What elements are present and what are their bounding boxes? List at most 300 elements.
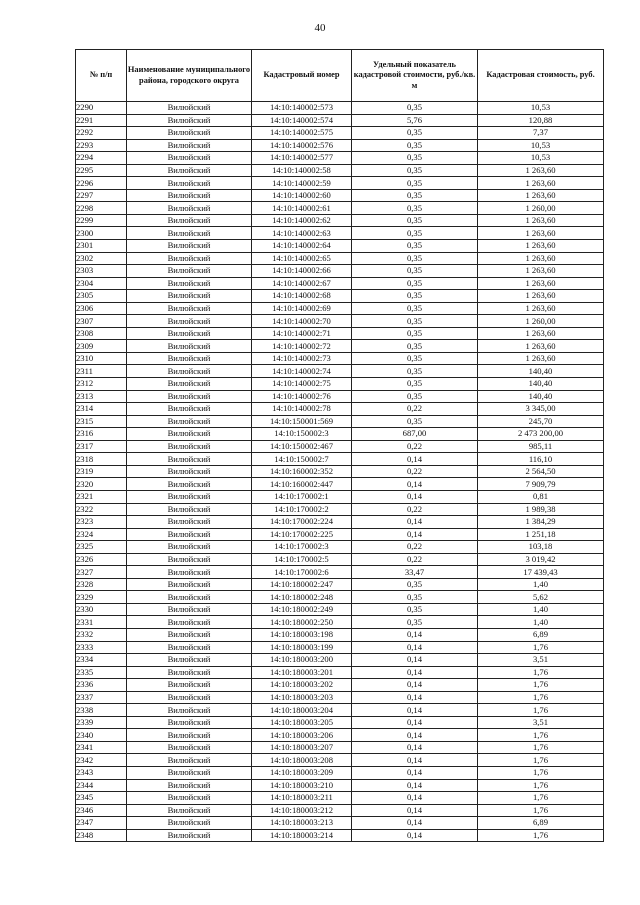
table-row — [76, 628, 604, 641]
cadastral-number: 14:10:180003:208 — [252, 754, 352, 767]
table-row — [76, 202, 604, 215]
cadastral-number: 14:10:140002:68 — [252, 290, 352, 303]
specific-indicator: 0,35 — [352, 340, 478, 353]
cadastral-number: 14:10:140002:78 — [252, 403, 352, 416]
cadastral-number: 14:10:180003:202 — [252, 679, 352, 692]
cadastral-value: 1,76 — [478, 804, 604, 817]
header-row — [76, 50, 604, 102]
specific-indicator: 0,14 — [352, 490, 478, 503]
specific-indicator: 0,14 — [352, 704, 478, 717]
specific-indicator: 0,14 — [352, 691, 478, 704]
table-row — [76, 766, 604, 779]
district-name: Вилюйский — [127, 252, 252, 265]
table-row — [76, 127, 604, 140]
district-name: Вилюйский — [127, 102, 252, 115]
district-name: Вилюйский — [127, 641, 252, 654]
row-number: 2342 — [76, 754, 127, 767]
cadastral-value: 140,40 — [478, 378, 604, 391]
cadastral-value: 245,70 — [478, 415, 604, 428]
cadastral-number: 14:10:180003:211 — [252, 792, 352, 805]
row-number: 2317 — [76, 440, 127, 453]
row-number: 2329 — [76, 591, 127, 604]
cadastral-value: 10,53 — [478, 152, 604, 165]
table-row — [76, 817, 604, 830]
cadastral-number: 14:10:170002:2 — [252, 503, 352, 516]
table-row — [76, 616, 604, 629]
row-number: 2296 — [76, 177, 127, 190]
cadastral-value: 1 251,18 — [478, 528, 604, 541]
specific-indicator: 0,35 — [352, 252, 478, 265]
cadastral-value: 1 263,60 — [478, 177, 604, 190]
table-row — [76, 340, 604, 353]
district-name: Вилюйский — [127, 654, 252, 667]
cadastral-value: 1 263,60 — [478, 265, 604, 278]
row-number: 2301 — [76, 240, 127, 253]
row-number: 2348 — [76, 829, 127, 842]
cadastral-value: 7 909,79 — [478, 478, 604, 491]
table-row — [76, 290, 604, 303]
cadastral-number: 14:10:140002:66 — [252, 265, 352, 278]
cadastral-value: 1 263,60 — [478, 352, 604, 365]
header-cadastral-number: Кадастровый номер — [252, 50, 352, 102]
district-name: Вилюйский — [127, 202, 252, 215]
cadastral-value: 1 263,60 — [478, 214, 604, 227]
cadastral-number: 14:10:140002:75 — [252, 378, 352, 391]
specific-indicator: 0,35 — [352, 290, 478, 303]
district-name: Вилюйский — [127, 378, 252, 391]
district-name: Вилюйский — [127, 804, 252, 817]
row-number: 2307 — [76, 315, 127, 328]
district-name: Вилюйский — [127, 227, 252, 240]
district-name: Вилюйский — [127, 327, 252, 340]
table-header — [76, 50, 604, 102]
row-number: 2335 — [76, 666, 127, 679]
table-row — [76, 792, 604, 805]
district-name: Вилюйский — [127, 766, 252, 779]
cadastral-number: 14:10:140002:71 — [252, 327, 352, 340]
cadastral-value-table — [75, 49, 604, 842]
table-row — [76, 553, 604, 566]
cadastral-value: 7,37 — [478, 127, 604, 140]
cadastral-number: 14:10:180003:198 — [252, 628, 352, 641]
cadastral-value: 1 260,00 — [478, 315, 604, 328]
row-number: 2337 — [76, 691, 127, 704]
district-name: Вилюйский — [127, 240, 252, 253]
district-name: Вилюйский — [127, 516, 252, 529]
cadastral-number: 14:10:170002:225 — [252, 528, 352, 541]
district-name: Вилюйский — [127, 177, 252, 190]
row-number: 2326 — [76, 553, 127, 566]
row-number: 2308 — [76, 327, 127, 340]
cadastral-number: 14:10:140002:72 — [252, 340, 352, 353]
specific-indicator: 0,22 — [352, 403, 478, 416]
cadastral-number: 14:10:180003:207 — [252, 741, 352, 754]
specific-indicator: 0,35 — [352, 202, 478, 215]
cadastral-value: 0,81 — [478, 490, 604, 503]
cadastral-number: 14:10:160002:352 — [252, 465, 352, 478]
row-number: 2315 — [76, 415, 127, 428]
specific-indicator: 0,35 — [352, 164, 478, 177]
row-number: 2303 — [76, 265, 127, 278]
district-name: Вилюйский — [127, 189, 252, 202]
row-number: 2319 — [76, 465, 127, 478]
cadastral-value: 1 263,60 — [478, 340, 604, 353]
specific-indicator: 0,14 — [352, 478, 478, 491]
cadastral-number: 14:10:180002:248 — [252, 591, 352, 604]
district-name: Вилюйский — [127, 214, 252, 227]
specific-indicator: 0,35 — [352, 177, 478, 190]
specific-indicator: 0,35 — [352, 352, 478, 365]
cadastral-number: 14:10:180003:214 — [252, 829, 352, 842]
cadastral-number: 14:10:180002:250 — [252, 616, 352, 629]
cadastral-value: 1,40 — [478, 616, 604, 629]
table-row — [76, 440, 604, 453]
row-number: 2304 — [76, 277, 127, 290]
cadastral-value: 3,51 — [478, 716, 604, 729]
row-number: 2318 — [76, 453, 127, 466]
district-name: Вилюйский — [127, 691, 252, 704]
cadastral-value: 1 263,60 — [478, 327, 604, 340]
cadastral-value: 2 564,50 — [478, 465, 604, 478]
cadastral-value: 3,51 — [478, 654, 604, 667]
table-row — [76, 164, 604, 177]
row-number: 2340 — [76, 729, 127, 742]
table-row — [76, 252, 604, 265]
table-row — [76, 139, 604, 152]
cadastral-number: 14:10:180003:200 — [252, 654, 352, 667]
cadastral-number: 14:10:160002:447 — [252, 478, 352, 491]
row-number: 2346 — [76, 804, 127, 817]
specific-indicator: 0,35 — [352, 327, 478, 340]
specific-indicator: 0,14 — [352, 654, 478, 667]
district-name: Вилюйский — [127, 666, 252, 679]
cadastral-value: 2 473 200,00 — [478, 428, 604, 441]
page-number: 40 — [314, 22, 326, 34]
cadastral-value: 1,76 — [478, 829, 604, 842]
district-name: Вилюйский — [127, 779, 252, 792]
table-row — [76, 603, 604, 616]
cadastral-number: 14:10:140002:59 — [252, 177, 352, 190]
district-name: Вилюйский — [127, 628, 252, 641]
table-row — [76, 277, 604, 290]
row-number: 2328 — [76, 578, 127, 591]
header-num: № п/п — [76, 50, 127, 102]
specific-indicator: 0,14 — [352, 804, 478, 817]
cadastral-number: 14:10:140002:575 — [252, 127, 352, 140]
cadastral-number: 14:10:140002:62 — [252, 214, 352, 227]
cadastral-number: 14:10:140002:69 — [252, 302, 352, 315]
row-number: 2316 — [76, 428, 127, 441]
cadastral-value: 1 263,60 — [478, 252, 604, 265]
district-name: Вилюйский — [127, 478, 252, 491]
cadastral-number: 14:10:140002:573 — [252, 102, 352, 115]
cadastral-value: 1,76 — [478, 729, 604, 742]
cadastral-value: 1,76 — [478, 754, 604, 767]
cadastral-number: 14:10:140002:61 — [252, 202, 352, 215]
table-row — [76, 428, 604, 441]
row-number: 2309 — [76, 340, 127, 353]
district-name: Вилюйский — [127, 741, 252, 754]
table-row — [76, 378, 604, 391]
cadastral-value: 3 019,42 — [478, 553, 604, 566]
cadastral-value: 6,89 — [478, 628, 604, 641]
table-row — [76, 240, 604, 253]
cadastral-number: 14:10:180003:205 — [252, 716, 352, 729]
cadastral-number: 14:10:180003:209 — [252, 766, 352, 779]
specific-indicator: 0,14 — [352, 528, 478, 541]
cadastral-number: 14:10:170002:1 — [252, 490, 352, 503]
table-row — [76, 465, 604, 478]
table-body — [76, 102, 604, 842]
district-name: Вилюйский — [127, 302, 252, 315]
district-name: Вилюйский — [127, 390, 252, 403]
cadastral-number: 14:10:140002:60 — [252, 189, 352, 202]
specific-indicator: 687,00 — [352, 428, 478, 441]
row-number: 2331 — [76, 616, 127, 629]
cadastral-number: 14:10:140002:576 — [252, 139, 352, 152]
specific-indicator: 0,14 — [352, 729, 478, 742]
cadastral-value: 1 384,29 — [478, 516, 604, 529]
row-number: 2327 — [76, 566, 127, 579]
row-number: 2336 — [76, 679, 127, 692]
district-name: Вилюйский — [127, 315, 252, 328]
table-row — [76, 528, 604, 541]
row-number: 2333 — [76, 641, 127, 654]
table-row — [76, 704, 604, 717]
specific-indicator: 5,76 — [352, 114, 478, 127]
district-name: Вилюйский — [127, 164, 252, 177]
table-row — [76, 566, 604, 579]
table-row — [76, 315, 604, 328]
specific-indicator: 0,35 — [352, 189, 478, 202]
cadastral-value: 1,76 — [478, 766, 604, 779]
district-name: Вилюйский — [127, 440, 252, 453]
cadastral-number: 14:10:180003:213 — [252, 817, 352, 830]
specific-indicator: 0,22 — [352, 465, 478, 478]
district-name: Вилюйский — [127, 139, 252, 152]
row-number: 2297 — [76, 189, 127, 202]
row-number: 2300 — [76, 227, 127, 240]
specific-indicator: 0,14 — [352, 817, 478, 830]
cadastral-value: 103,18 — [478, 541, 604, 554]
cadastral-number: 14:10:150002:467 — [252, 440, 352, 453]
district-name: Вилюйский — [127, 114, 252, 127]
specific-indicator: 0,14 — [352, 516, 478, 529]
row-number: 2339 — [76, 716, 127, 729]
district-name: Вилюйский — [127, 152, 252, 165]
specific-indicator: 0,35 — [352, 378, 478, 391]
cadastral-value: 6,89 — [478, 817, 604, 830]
row-number: 2312 — [76, 378, 127, 391]
table-row — [76, 152, 604, 165]
district-name: Вилюйский — [127, 428, 252, 441]
row-number: 2330 — [76, 603, 127, 616]
specific-indicator: 0,35 — [352, 591, 478, 604]
district-name: Вилюйский — [127, 716, 252, 729]
cadastral-number: 14:10:180003:206 — [252, 729, 352, 742]
cadastral-value: 1,76 — [478, 741, 604, 754]
table-row — [76, 716, 604, 729]
cadastral-value: 5,62 — [478, 591, 604, 604]
specific-indicator: 0,35 — [352, 302, 478, 315]
header-district: Наименование муниципального района, городского округа — [127, 50, 252, 102]
row-number: 2338 — [76, 704, 127, 717]
table-row — [76, 654, 604, 667]
table-row — [76, 189, 604, 202]
specific-indicator: 0,14 — [352, 641, 478, 654]
district-name: Вилюйский — [127, 792, 252, 805]
cadastral-number: 14:10:170002:3 — [252, 541, 352, 554]
specific-indicator: 0,14 — [352, 679, 478, 692]
row-number: 2305 — [76, 290, 127, 303]
district-name: Вилюйский — [127, 679, 252, 692]
specific-indicator: 0,35 — [352, 277, 478, 290]
cadastral-value: 1,76 — [478, 691, 604, 704]
cadastral-number: 14:10:140002:63 — [252, 227, 352, 240]
cadastral-number: 14:10:150002:7 — [252, 453, 352, 466]
cadastral-value: 10,53 — [478, 139, 604, 152]
cadastral-number: 14:10:150001:569 — [252, 415, 352, 428]
district-name: Вилюйский — [127, 352, 252, 365]
cadastral-number: 14:10:140002:65 — [252, 252, 352, 265]
specific-indicator: 0,14 — [352, 792, 478, 805]
district-name: Вилюйский — [127, 591, 252, 604]
row-number: 2294 — [76, 152, 127, 165]
specific-indicator: 0,35 — [352, 240, 478, 253]
district-name: Вилюйский — [127, 277, 252, 290]
specific-indicator: 0,35 — [352, 127, 478, 140]
cadastral-value: 1,76 — [478, 679, 604, 692]
specific-indicator: 0,35 — [352, 616, 478, 629]
row-number: 2344 — [76, 779, 127, 792]
cadastral-number: 14:10:170002:5 — [252, 553, 352, 566]
row-number: 2332 — [76, 628, 127, 641]
specific-indicator: 0,14 — [352, 779, 478, 792]
table-row — [76, 327, 604, 340]
cadastral-value: 1,76 — [478, 666, 604, 679]
row-number: 2324 — [76, 528, 127, 541]
row-number: 2299 — [76, 214, 127, 227]
table-row — [76, 641, 604, 654]
cadastral-number: 14:10:140002:73 — [252, 352, 352, 365]
cadastral-value: 1 989,38 — [478, 503, 604, 516]
cadastral-number: 14:10:180003:204 — [252, 704, 352, 717]
district-name: Вилюйский — [127, 566, 252, 579]
district-name: Вилюйский — [127, 553, 252, 566]
specific-indicator: 0,14 — [352, 666, 478, 679]
specific-indicator: 0,35 — [352, 365, 478, 378]
cadastral-number: 14:10:140002:574 — [252, 114, 352, 127]
row-number: 2347 — [76, 817, 127, 830]
row-number: 2306 — [76, 302, 127, 315]
table-row — [76, 829, 604, 842]
table-row — [76, 102, 604, 115]
cadastral-value: 1,40 — [478, 578, 604, 591]
table-row — [76, 365, 604, 378]
cadastral-number: 14:10:180003:212 — [252, 804, 352, 817]
specific-indicator: 0,14 — [352, 766, 478, 779]
table-row — [76, 302, 604, 315]
cadastral-number: 14:10:170002:224 — [252, 516, 352, 529]
specific-indicator: 0,35 — [352, 152, 478, 165]
cadastral-value: 120,88 — [478, 114, 604, 127]
row-number: 2302 — [76, 252, 127, 265]
cadastral-value: 10,53 — [478, 102, 604, 115]
table-row — [76, 352, 604, 365]
table-row — [76, 177, 604, 190]
row-number: 2320 — [76, 478, 127, 491]
row-number: 2341 — [76, 741, 127, 754]
cadastral-value: 140,40 — [478, 390, 604, 403]
row-number: 2323 — [76, 516, 127, 529]
cadastral-number: 14:10:140002:64 — [252, 240, 352, 253]
specific-indicator: 0,35 — [352, 214, 478, 227]
table-row — [76, 227, 604, 240]
cadastral-number: 14:10:140002:74 — [252, 365, 352, 378]
district-name: Вилюйский — [127, 817, 252, 830]
table-row — [76, 265, 604, 278]
table-row — [76, 729, 604, 742]
district-name: Вилюйский — [127, 340, 252, 353]
table-row — [76, 453, 604, 466]
specific-indicator: 0,14 — [352, 453, 478, 466]
table-row — [76, 591, 604, 604]
table-row — [76, 114, 604, 127]
district-name: Вилюйский — [127, 729, 252, 742]
cadastral-value: 1,76 — [478, 704, 604, 717]
cadastral-number: 14:10:180003:199 — [252, 641, 352, 654]
specific-indicator: 0,22 — [352, 503, 478, 516]
specific-indicator: 0,35 — [352, 102, 478, 115]
table-row — [76, 578, 604, 591]
row-number: 2311 — [76, 365, 127, 378]
cadastral-value: 140,40 — [478, 365, 604, 378]
district-name: Вилюйский — [127, 490, 252, 503]
cadastral-value: 1,76 — [478, 792, 604, 805]
specific-indicator: 33,47 — [352, 566, 478, 579]
row-number: 2345 — [76, 792, 127, 805]
row-number: 2310 — [76, 352, 127, 365]
district-name: Вилюйский — [127, 616, 252, 629]
district-name: Вилюйский — [127, 829, 252, 842]
row-number: 2298 — [76, 202, 127, 215]
table-row — [76, 741, 604, 754]
district-name: Вилюйский — [127, 415, 252, 428]
district-name: Вилюйский — [127, 465, 252, 478]
cadastral-value: 1 263,60 — [478, 290, 604, 303]
district-name: Вилюйский — [127, 453, 252, 466]
cadastral-value: 1 263,60 — [478, 302, 604, 315]
cadastral-value: 116,10 — [478, 453, 604, 466]
row-number: 2291 — [76, 114, 127, 127]
cadastral-number: 14:10:180002:247 — [252, 578, 352, 591]
district-name: Вилюйский — [127, 290, 252, 303]
cadastral-value: 1 263,60 — [478, 240, 604, 253]
table-row — [76, 503, 604, 516]
district-name: Вилюйский — [127, 541, 252, 554]
cadastral-value: 1,76 — [478, 641, 604, 654]
specific-indicator: 0,22 — [352, 440, 478, 453]
table-row — [76, 541, 604, 554]
row-number: 2343 — [76, 766, 127, 779]
specific-indicator: 0,14 — [352, 741, 478, 754]
specific-indicator: 0,14 — [352, 716, 478, 729]
specific-indicator: 0,35 — [352, 578, 478, 591]
row-number: 2314 — [76, 403, 127, 416]
district-name: Вилюйский — [127, 528, 252, 541]
row-number: 2292 — [76, 127, 127, 140]
table-row — [76, 415, 604, 428]
